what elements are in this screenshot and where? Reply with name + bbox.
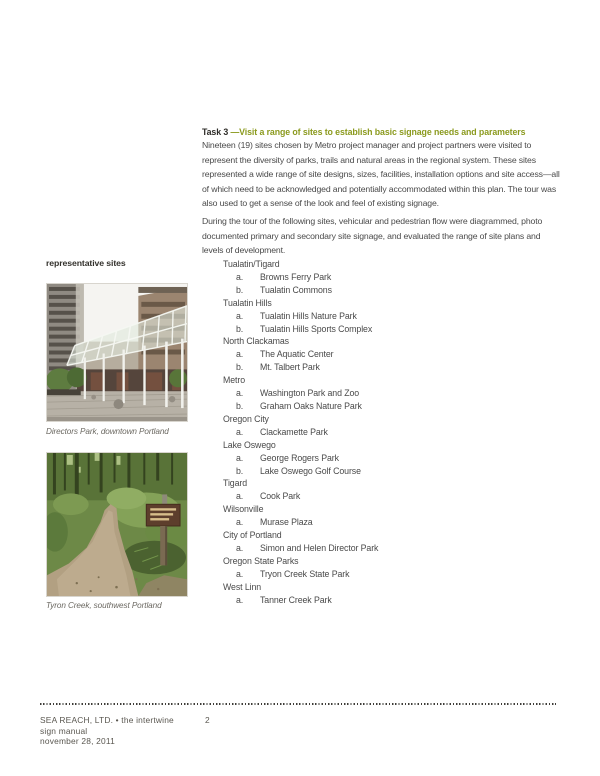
intro-paragraph: Nineteen (19) sites chosen by Metro project manager and project partners were visited to represent the diversity of parks, trails and natural areas in the regional system. These sites represented a wide range of site designs, sizes, facilities, installation options and site access—all of which need to be acknowledged and potentially accommodated within this plan. The tour was also used to get a sense of the look and feel of existing signage.: [202, 140, 560, 209]
park-name: Simon and Helen Director Park: [260, 542, 379, 553]
tryon-creek-illustration: [47, 453, 187, 596]
park-name: Cook Park: [260, 491, 301, 502]
park-letter: b.: [236, 465, 244, 476]
site-city: Tualatin/Tigard: [223, 259, 280, 269]
task-heading: [202, 126, 564, 138]
site-park: [223, 284, 378, 297]
park-letter: a.: [236, 517, 244, 528]
site-park: [223, 400, 378, 413]
site-city: Metro: [223, 375, 245, 386]
photo-caption-directors-park: Directors Park, downtown Portland: [46, 427, 169, 436]
park-letter: a.: [236, 349, 244, 360]
directors-park-illustration: [47, 284, 187, 421]
site-park: [223, 542, 378, 555]
park-name: Tualatin Hills Nature Park: [260, 310, 357, 321]
footer-date-line: november 28, 2011: [40, 736, 115, 747]
site-city: Wilsonville: [223, 504, 264, 515]
park-letter: a.: [236, 568, 244, 579]
site-city: North Clackamas: [223, 336, 289, 347]
page-number: 2: [205, 715, 210, 725]
site-park: [223, 490, 378, 503]
park-name: Tualatin Hills Sports Complex: [260, 323, 373, 334]
park-letter: a.: [236, 310, 244, 321]
site-park: [223, 348, 378, 361]
park-name: Lake Oswego Golf Course: [260, 465, 361, 476]
park-letter: a.: [236, 426, 244, 437]
park-name: Tanner Creek Park: [260, 594, 332, 605]
park-letter: b.: [236, 323, 244, 334]
site-city: Tualatin Hills: [223, 297, 272, 308]
site-park: [223, 387, 378, 400]
site-park: [223, 516, 378, 529]
site-city: West Linn: [223, 581, 262, 592]
park-name: Tualatin Commons: [260, 284, 332, 295]
site-park: [223, 426, 378, 439]
site-park: [223, 452, 378, 465]
park-letter: a.: [236, 542, 244, 553]
park-letter: a.: [236, 271, 244, 282]
directors-park-photo: [46, 283, 188, 422]
park-name: George Rogers Park: [260, 452, 339, 463]
park-name: Browns Ferry Park: [260, 271, 332, 282]
park-letter: a.: [236, 491, 244, 502]
park-name: The Aquatic Center: [260, 349, 334, 360]
park-name: Clackamette Park: [260, 426, 328, 437]
site-park: [223, 568, 378, 581]
photo-caption-tryon-creek: Tyron Creek, southwest Portland: [46, 601, 162, 610]
task-title: —Visit a range of sites to establish basic signage needs and parameters: [230, 127, 526, 137]
park-name: Washington Park and Zoo: [260, 388, 360, 399]
park-name: Graham Oaks Nature Park: [260, 400, 362, 411]
site-city: City of Portland: [223, 530, 282, 541]
footer-doc-line: sign manual: [40, 725, 88, 736]
footer-info: [40, 715, 174, 747]
park-letter: a.: [236, 388, 244, 399]
tryon-creek-photo: [46, 452, 188, 597]
footer-org-line: SEA REACH, LTD. • the intertwine: [40, 715, 174, 725]
site-park: [223, 310, 378, 323]
site-park: [223, 594, 378, 607]
task-label: Task 3: [202, 127, 231, 137]
tour-paragraph: During the tour of the following sites, vehicular and pedestrian flow were diagrammed, photo documented primary and secondary site signage, and evaluated the range of site plans and levels of development.: [202, 216, 543, 256]
park-letter: b.: [236, 284, 244, 295]
park-name: Murase Plaza: [260, 517, 313, 528]
sidebar-label: representative sites: [46, 258, 126, 268]
park-letter: b.: [236, 362, 244, 373]
park-letter: b.: [236, 400, 244, 411]
site-park: [223, 271, 378, 284]
park-name: Tryon Creek State Park: [260, 568, 350, 579]
site-city: Oregon State Parks: [223, 555, 299, 566]
site-city: Lake Oswego: [223, 439, 276, 450]
site-park: [223, 361, 378, 374]
site-city: Tigard: [223, 478, 248, 489]
park-name: Mt. Talbert Park: [260, 362, 320, 373]
park-letter: a.: [236, 594, 244, 605]
park-letter: a.: [236, 452, 244, 463]
footer-dotted-rule: [40, 703, 556, 705]
site-park: [223, 323, 378, 336]
site-park: [223, 465, 378, 478]
site-city: Oregon City: [223, 413, 269, 424]
site-list: [223, 258, 378, 606]
